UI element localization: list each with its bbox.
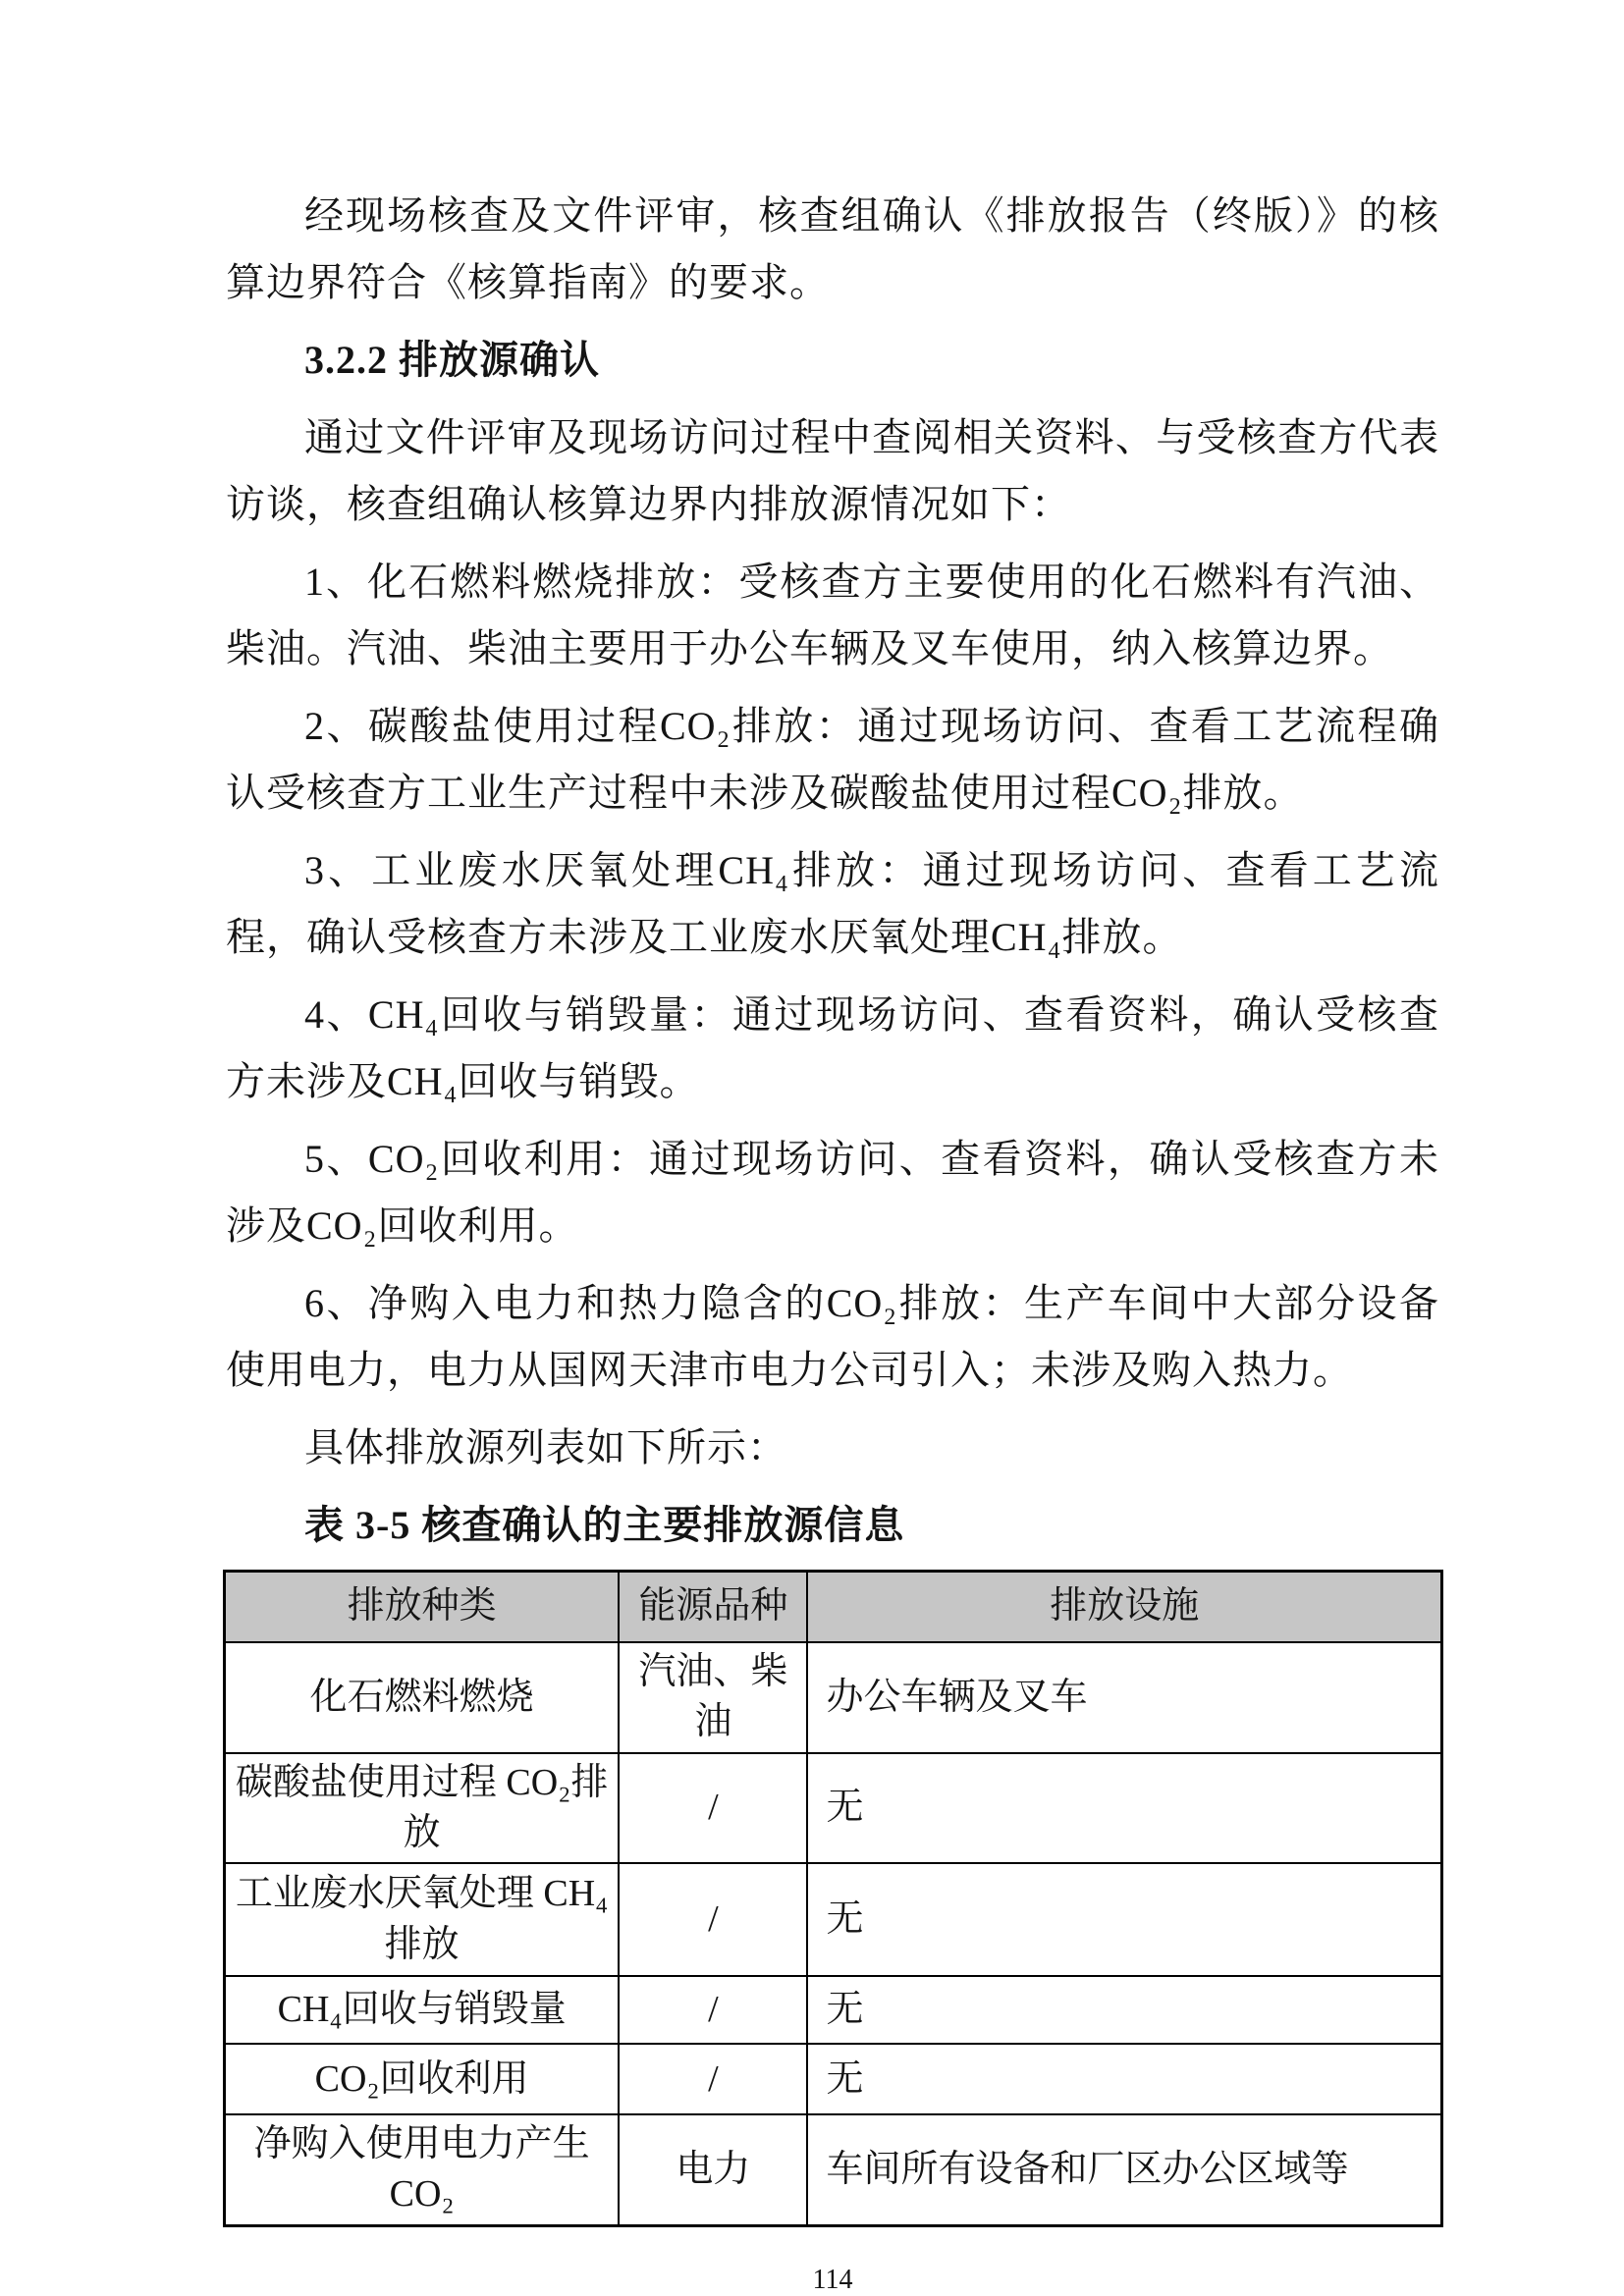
table-cell-facility: 无 — [807, 1976, 1441, 2044]
paragraph-item-1: 1、化石燃料燃烧排放：受核查方主要使用的化石燃料有汽油、柴油。汽油、柴油主要用于办公车辆及叉车使用，纳入核算边界。 — [226, 560, 1439, 670]
table-cell-facility: 无 — [807, 1753, 1441, 1864]
page-number: 114 — [812, 2264, 853, 2295]
table-header-facility: 排放设施 — [807, 1572, 1441, 1643]
table-cell-emission-kind: CH₄回收与销毁量 — [225, 1976, 620, 2044]
table-row — [225, 1976, 1442, 2044]
paragraph-item-2: 2、碳酸盐使用过程CO₂排放：通过现场访问、查看工艺流程确认受核查方工业生产过程中未涉及碳酸盐使用过程CO₂排放。 — [226, 704, 1439, 815]
paragraph-item-6: 6、净购入电力和热力隐含的CO₂排放：生产车间中大部分设备使用电力，电力从国网天津市电力公司引入；未涉及购入热力。 — [226, 1281, 1439, 1392]
table-cell-energy-type: 电力 — [619, 2114, 807, 2225]
table-cell-facility: 办公车辆及叉车 — [807, 1642, 1441, 1753]
table-row — [225, 1863, 1442, 1976]
paragraph-lead: 通过文件评审及现场访问过程中查阅相关资料、与受核查方代表访谈，核查组确认核算边界内排放源情况如下： — [226, 415, 1439, 526]
paragraph-item-5: 5、CO₂回收利用：通过现场访问、查看资料，确认受核查方未涉及CO₂回收利用。 — [226, 1137, 1439, 1248]
table-row — [225, 1642, 1442, 1753]
paragraph-boundary-confirmation: 经现场核查及文件评审，核查组确认《排放报告（终版）》的核算边界符合《核算指南》的要求。 — [226, 193, 1439, 304]
table-cell-facility: 无 — [807, 2044, 1441, 2114]
table-cell-energy-type: 汽油、柴油 — [619, 1642, 807, 1753]
table-header-energy-type: 能源品种 — [619, 1572, 807, 1643]
table-header-row — [225, 1572, 1442, 1643]
table-cell-emission-kind: 碳酸盐使用过程 CO₂排放 — [225, 1753, 620, 1864]
table-cell-emission-kind: 化石燃料燃烧 — [225, 1642, 620, 1753]
document-body — [226, 183, 1439, 1559]
table-cell-emission-kind: 工业废水厌氧处理 CH₄排放 — [225, 1863, 620, 1976]
table-cell-emission-kind: 净购入使用电力产生 CO₂ — [225, 2114, 620, 2225]
section-heading: 3.2.2 排放源确认 — [304, 338, 600, 382]
paragraph-item-4: 4、CH₄回收与销毁量：通过现场访问、查看资料，确认受核查方未涉及CH₄回收与销毁。 — [226, 992, 1439, 1103]
table-header-emission-kind: 排放种类 — [225, 1572, 620, 1643]
table-row — [225, 2044, 1442, 2114]
table-cell-energy-type: / — [619, 1753, 807, 1864]
paragraph-item-3: 3、工业废水厌氧处理CH₄排放：通过现场访问、查看工艺流程，确认受核查方未涉及工业废水厌氧处理CH₄排放。 — [226, 848, 1439, 959]
table-row — [225, 2114, 1442, 2225]
table-cell-facility: 无 — [807, 1863, 1441, 1976]
table-cell-energy-type: / — [619, 1976, 807, 2044]
table-cell-facility: 车间所有设备和厂区办公区域等 — [807, 2114, 1441, 2225]
table-cell-energy-type: / — [619, 2044, 807, 2114]
table-cell-emission-kind: CO₂回收利用 — [225, 2044, 620, 2114]
paragraph-table-intro: 具体排放源列表如下所示： — [304, 1425, 787, 1469]
table-cell-energy-type: / — [619, 1863, 807, 1976]
emission-source-table — [223, 1570, 1443, 2227]
table-row — [225, 1753, 1442, 1864]
table-caption: 表 3-5 核查确认的主要排放源信息 — [304, 1503, 905, 1547]
